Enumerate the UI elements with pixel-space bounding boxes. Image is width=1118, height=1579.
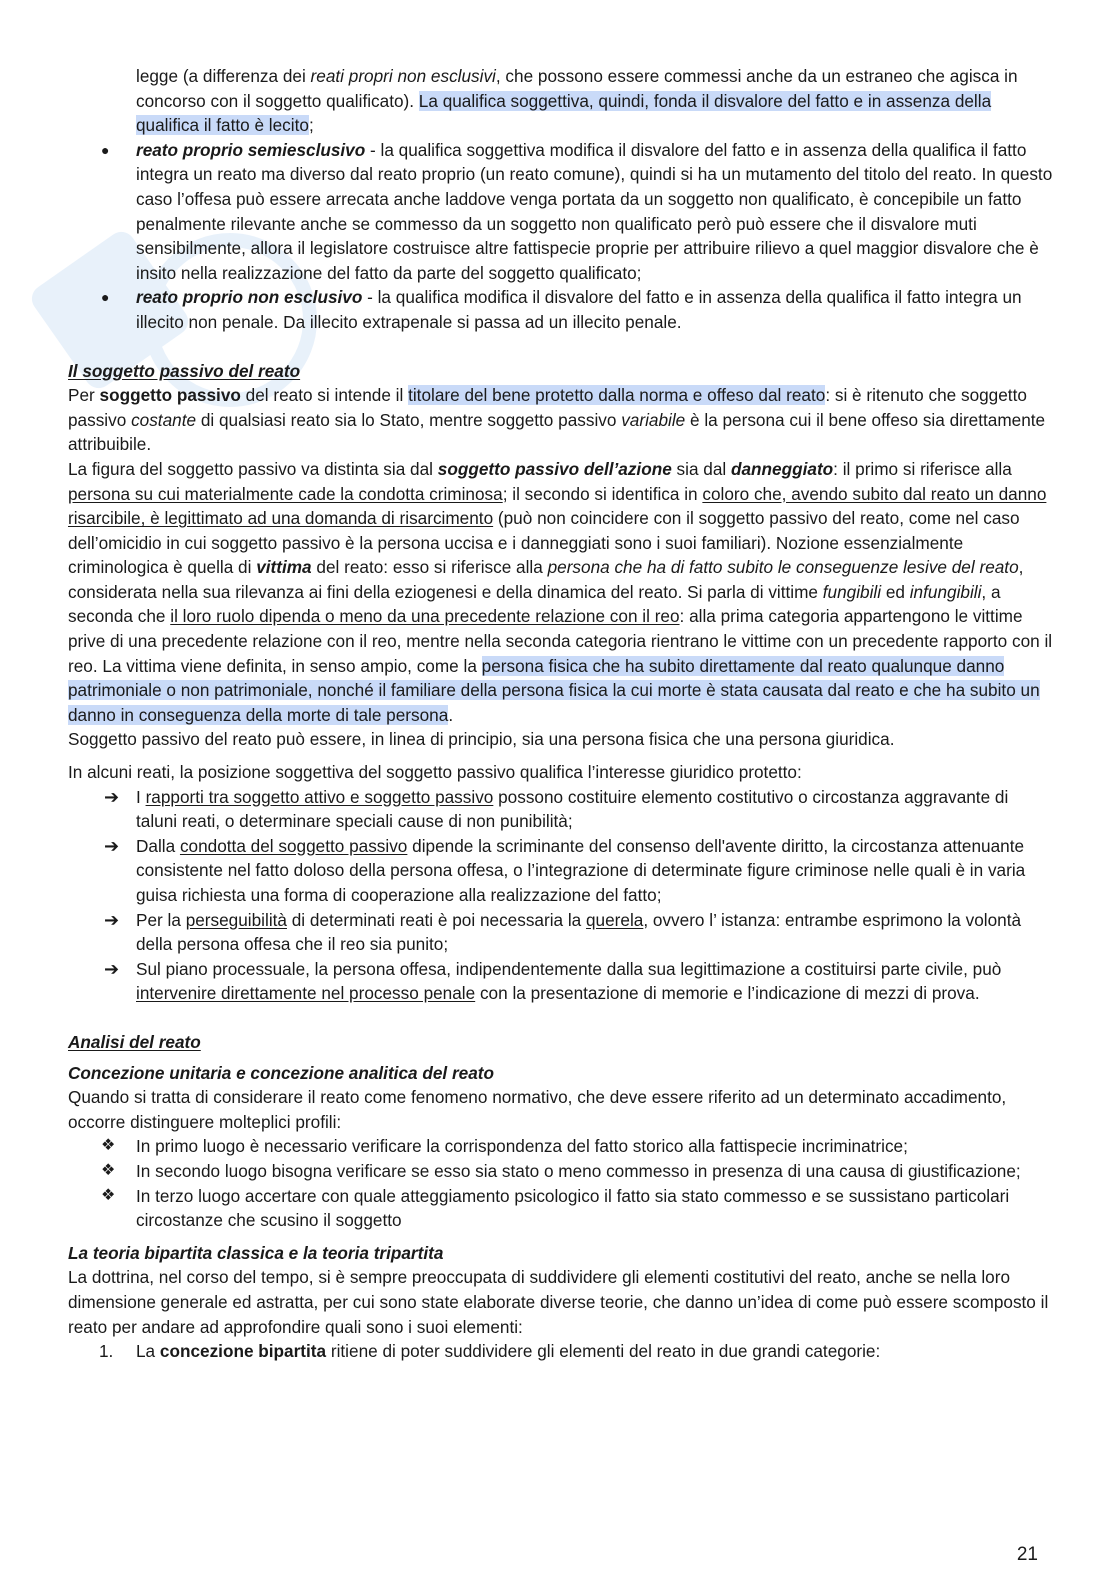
section-heading: Il soggetto passivo del reato — [68, 360, 301, 381]
paragraph: Quando si tratta di considerare il reato come fenomeno normativo, che deve essere riferito ad un determinato accadimento, occorre distinguere molteplici profili: — [68, 1087, 1007, 1132]
subsection-heading: La teoria bipartita classica e la teoria tripartita — [68, 1242, 444, 1263]
list-item: ● reato proprio non esclusivo - la qualifica modifica il disvalore del fatto e in assenza della qualifica il fatto integra un illecito non penale. Da illecito extrapenale si passa ad un illecito penale. — [101, 287, 1022, 332]
arrow-icon: ➔ — [104, 909, 120, 930]
list-number: 1. — [99, 1341, 114, 1362]
list-item: ➔ Dalla condotta del soggetto passivo dipende la scriminante del consenso dell'avente diritto, la circostanza attenuante consistente nel fatto doloso della persona offesa, o l’integrazione di determinate figure criminose nelle quali è in varia guisa richiesta una forma di cooperazione alla realizzazione del fatto; — [104, 835, 1026, 905]
diamond-bullet-icon: ❖ — [101, 1137, 116, 1155]
paragraph: In alcuni reati, la posizione soggettiva del soggetto passivo qualifica l’interesse giuridico protetto: — [68, 762, 802, 783]
list-item: ❖ In terzo luogo accertare con quale atteggiamento psicologico il fatto sia stato commesso e se sussistano particolari circostanze che scusino il soggetto — [101, 1185, 1010, 1231]
list-item: ● reato proprio semiesclusivo - la qualifica soggettiva modifica il disvalore del fatto e in assenza della qualifica il fatto integra un reato ma diverso dal reato proprio (un reato comune), quindi si ha un mutamento del titolo del reato. In questo caso l’offesa può essere arrecata anche laddove venga portata da un soggetto non qualificato, è concepibile un fatto penalmente rilevante anche se commesso da un soggetto non qualificato però può essere che il disvalore muti sensibilmente, allora il legislatore costruisce altre fattispecie proprie per attribuire rilievo a quel maggior disvalore che è insito nella realizzazione del fatto da parte del soggetto qualificato; — [101, 139, 1053, 283]
paragraph: La figura del soggetto passivo va distinta sia dal soggetto passivo dell’azione sia dal danneggiato: il primo si riferisce alla persona su cui materialmente cade la condotta criminosa; il secondo si identifica in coloro che, avendo subito dal reato un danno risarcibile, è legittimato ad una domanda di risarcimento (può non coincidere con il soggetto passivo del reato, come nel caso dell’omicidio in cui soggetto passivo è la persona uccisa e i danneggiati sono i suoi familiari). Nozione essenzialmente criminologica è quella di vittima del reato: esso si riferisce alla persona che ha di fatto subito le conseguenze lesive del reato, considerata nella sua rilevanza ai fini della eziogenesi e della dinamica del reato. Si parla di vittime fungibili ed infungibili, a seconda che il loro ruolo dipenda o meno da una precedente relazione con il reo: alla prima categoria appartengono le vittime prive di una precedente relazione con il reo, mentre nella seconda categoria rientrano le vittime con un precedente rapporto con il reo. La vittima viene definita, in senso ampio, come la persona fisica che ha subito direttamente dal reato qualunque danno patrimoniale o non patrimoniale, nonché il familiare della persona fisica la cui morte è stata causata dal reato e che ha subito un danno in conseguenza della morte di tale persona. — [68, 458, 1053, 725]
bullet-icon: ● — [101, 289, 110, 306]
list-item: ➔ Sul piano processuale, la persona offesa, indipendentemente dalla sua legittimazione a costituirsi parte civile, può intervenire direttamente nel processo penale con la presentazione di memorie e l’indicazione di mezzi di prova. — [104, 958, 1002, 1004]
arrow-icon: ➔ — [104, 835, 120, 856]
numbered-list — [68, 1339, 1053, 1364]
list-item: ➔ Per la perseguibilità di determinati reati è poi necessaria la querela, ovvero l’ istanza: entrambe esprimono la volontà della persona offesa che il reo sia punito; — [104, 909, 1022, 955]
list-item: ❖ In secondo luogo bisogna verificare se esso sia stato o meno commesso in presenza di una causa di giustificazione; — [68, 1159, 1053, 1184]
paragraph: Soggetto passivo del reato può essere, in linea di principio, sia una persona fisica che una persona giuridica. — [68, 729, 895, 750]
bullet-icon: ● — [101, 141, 110, 158]
page-number: 21 — [1016, 1544, 1038, 1565]
list-item: ➔ I rapporti tra soggetto attivo e soggetto passivo possono costituire elemento costitutivo o circostanza aggravante di taluni reati, o determinare speciali cause di non punibilità; — [104, 786, 1009, 832]
section-heading: Analisi del reato — [68, 1031, 201, 1052]
top-paragraph: legge (a differenza dei reati propri non esclusivi, che possono essere commessi anche da un estraneo che agisca in concorso con il soggetto qualificato). La qualifica soggettiva, quindi, fonda il disvalore del fatto e in assenza della qualifica il fatto è lecito; — [136, 66, 1018, 136]
subsection-heading: Concezione unitaria e concezione analitica del reato — [68, 1062, 494, 1083]
arrow-icon: ➔ — [104, 786, 120, 807]
list-item: ❖ In primo luogo è necessario verificare la corrispondenza del fatto storico alla fattispecie incriminatrice; — [68, 1134, 1053, 1159]
diamond-bullet-icon: ❖ — [101, 1161, 116, 1179]
diamond-list — [68, 1134, 1053, 1232]
diamond-bullet-icon: ❖ — [101, 1186, 116, 1204]
paragraph: La dottrina, nel corso del tempo, si è sempre preoccupata di suddividere gli elementi costitutivi del reato, anche se nella loro dimensione generale ed astratta, per cui sono state elaborate diverse teorie, che danno un’idea di come può essere scomposto il reato per andare ad approfondire quali sono i suoi elementi: — [68, 1267, 1049, 1337]
arrow-icon: ➔ — [104, 958, 120, 979]
reato-proprio-list — [68, 138, 1053, 335]
arrow-list — [68, 785, 1053, 1006]
paragraph: Per soggetto passivo del reato si intende il titolare del bene protetto dalla norma e offeso dal reato: si è ritenuto che soggetto passivo costante di qualsiasi reato sia lo Stato, mentre soggetto passivo variabile è la persona cui il bene offeso sia direttamente attribuibile. — [68, 385, 1046, 455]
document-page — [68, 64, 1053, 1364]
list-item: 1. La concezione bipartita ritiene di poter suddividere gli elementi del reato in due grandi categorie: — [68, 1339, 1053, 1364]
